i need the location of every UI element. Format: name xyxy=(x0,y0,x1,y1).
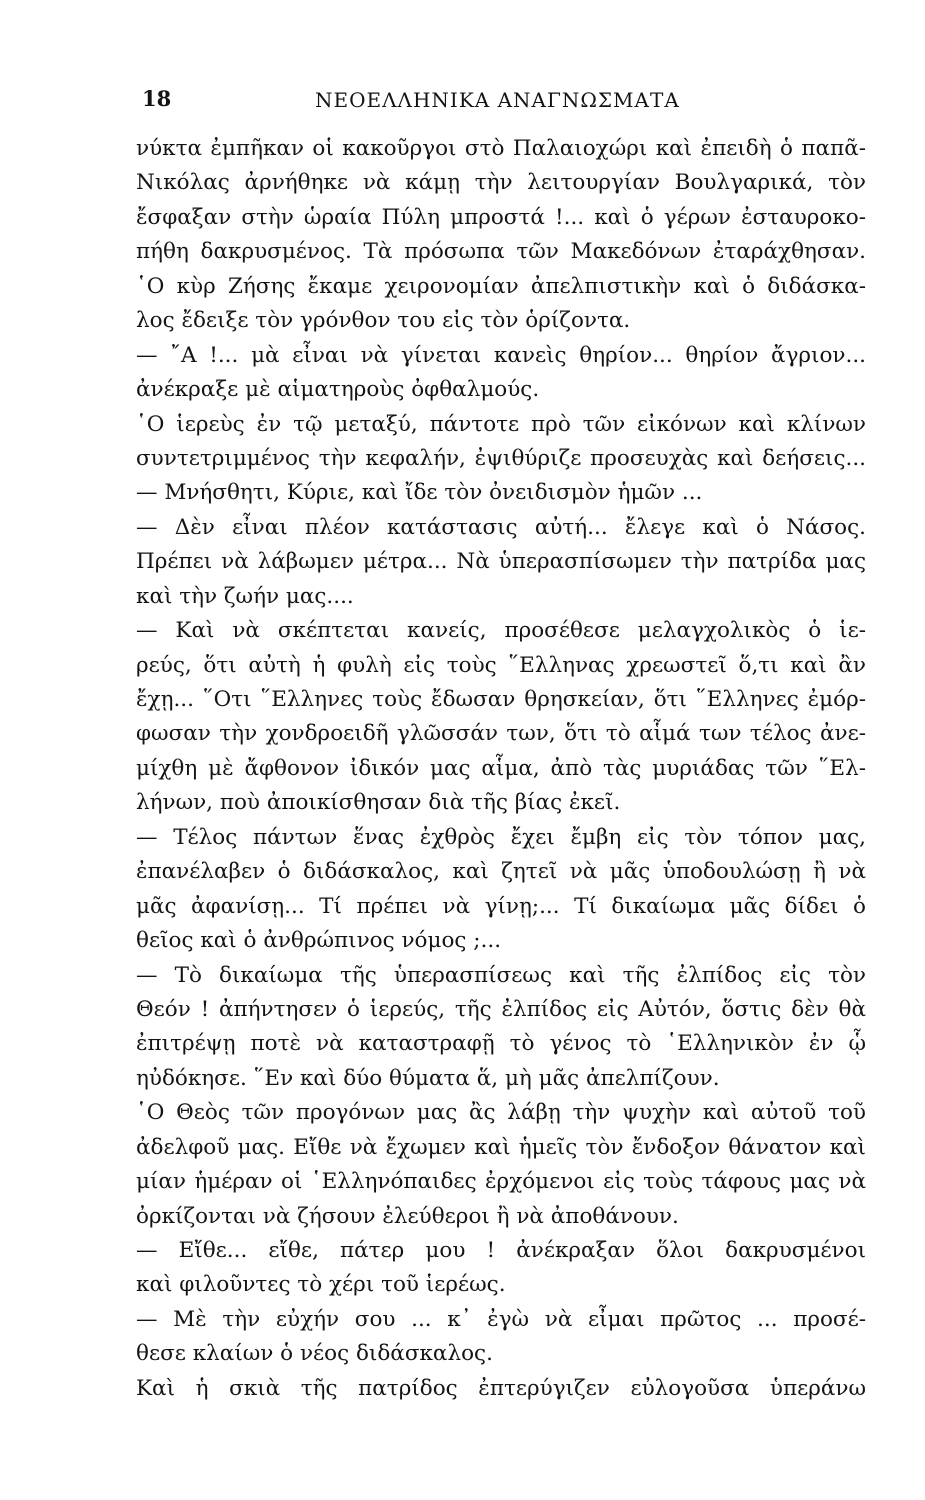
text-line: θεῖος καὶ ὁ ἀνθρώπινος νόμος ;... xyxy=(136,928,502,954)
text-line: Καὶ ἡ σκιὰ τῆς πατρίδος ἐπτερύγιζεν εὐλογοῦσα ὑπεράνω xyxy=(136,1375,866,1401)
page-header xyxy=(140,86,860,120)
text-line: λήνων, ποὺ ἀποικίσθησαν διὰ τῆς βίας ἐκεῖ. xyxy=(136,790,621,816)
text-line: καὶ φιλοῦντες τὸ χέρι τοῦ ἱερέως. xyxy=(136,1272,506,1298)
text-line: μίχθη μὲ ἄφθονον ἰδικόν μας αἷμα, ἀπὸ τὰς μυριάδας τῶν ῞Ελ- xyxy=(136,755,866,781)
text-line: ῾Ο Θεὸς τῶν προγόνων μας ἂς λάβῃ τὴν ψυχὴν καὶ αὐτοῦ τοῦ xyxy=(136,1100,866,1126)
text-line: λος ἔδειξε τὸν γρόνθον του εἰς τὸν ὁρίζοντα. xyxy=(136,308,631,334)
text-line: — ῎Α !... μὰ εἶναι νὰ γίνεται κανεὶς θηρίον... θηρίον ἄγριον... xyxy=(136,342,866,368)
text-line: ἀδελφοῦ μας. Εἴθε νὰ ἔχωμεν καὶ ἡμεῖς τὸν ἔνδοξον θάνατον καὶ xyxy=(136,1134,866,1160)
text-line: ἔχῃ... ῞Οτι ῞Ελληνες τοὺς ἔδωσαν θρησκείαν, ὅτι ῞Ελληνες ἐμόρ- xyxy=(136,687,866,712)
text-line: — Καὶ νὰ σκέπτεται κανείς, προσέθεσε μελαγχολικὸς ὁ ἱε- xyxy=(136,618,866,644)
text-line: Θεόν ! ἀπήντησεν ὁ ἱερεύς, τῆς ἐλπίδος εἰς Αὐτόν, ὅστις δὲν θὰ xyxy=(136,996,866,1022)
text-line: μίαν ἡμέραν οἱ ῾Ελληνόπαιδες ἐρχόμενοι εἰς τοὺς τάφους μας νὰ xyxy=(136,1169,866,1195)
text-line: — Μνήσθητι, Κύριε, καὶ ἴδε τὸν ὀνειδισμὸν ἡμῶν ... xyxy=(136,480,703,506)
text-line: — Τέλος πάντων ἕνας ἐχθρὸς ἔχει ἔμβη εἰς τὸν τόπον μας, xyxy=(136,824,866,850)
text-line: — Δὲν εἶναι πλέον κατάστασις αὐτή... ἔλεγε καὶ ὁ Νάσος. xyxy=(136,514,866,540)
text-line: ρεύς, ὅτι αὐτὴ ἡ φυλὴ εἰς τοὺς ῞Ελληνας χρεωστεῖ ὅ,τι καὶ ἂν xyxy=(136,652,866,678)
text-line: ὀρκίζονται νὰ ζήσουν ἐλεύθεροι ἢ νὰ ἀποθάνουν. xyxy=(136,1203,679,1229)
text-line: ῾Ο κὺρ Ζήσης ἔκαμε χειρονομίαν ἀπελπιστικὴν καὶ ὁ διδάσκα- xyxy=(136,273,866,299)
text-line: ῾Ο ἱερεὺς ἐν τῷ μεταξύ, πάντοτε πρὸ τῶν εἰκόνων καὶ κλίνων xyxy=(136,411,866,437)
page-number: 18 xyxy=(142,86,172,111)
body-text xyxy=(136,132,866,1406)
text-line: — Εἴθε... εἴθε, πάτερ μου ! ἀνέκραξαν ὅλοι δακρυσμένοι xyxy=(136,1238,866,1263)
text-line: — Τὸ δικαίωμα τῆς ὑπερασπίσεως καὶ τῆς ἐλπίδος εἰς τὸν xyxy=(136,962,866,988)
text-line: καὶ τὴν ζωήν μας.... xyxy=(136,583,354,609)
text-line: ἐπανέλαβεν ὁ διδάσκαλος, καὶ ζητεῖ νὰ μᾶς ὑποδουλώσῃ ἢ νὰ xyxy=(136,859,866,885)
text-line: Πρέπει νὰ λάβωμεν μέτρα... Νὰ ὑπερασπίσωμεν τὴν πατρίδα μας xyxy=(136,549,866,575)
text-line: πήθη δακρυσμένος. Τὰ πρόσωπα τῶν Μακεδόνων ἐταράχθησαν. xyxy=(136,239,866,265)
text-line: θεσε κλαίων ὁ νέος διδάσκαλος. xyxy=(136,1341,493,1367)
text-line: συντετριμμένος τὴν κεφαλήν, ἐψιθύριζε προσευχὰς καὶ δεήσεις... xyxy=(136,445,866,471)
text-line: — Μὲ τὴν εὐχήν σου ... κ᾽ ἐγὼ νὰ εἶμαι πρῶτος ... προσέ- xyxy=(136,1306,866,1332)
text-line: ηὐδόκησε. ῞Εν καὶ δύο θύματα ἅ, μὴ μᾶς ἀπελπίζουν. xyxy=(136,1065,720,1091)
text-line: Νικόλας ἀρνήθηκε νὰ κάμῃ τὴν λειτουργίαν Βουλγαρικά, τὸν xyxy=(136,170,866,196)
text-line: φωσαν τὴν χονδροειδῆ γλῶσσάν των, ὅτι τὸ αἷμά των τέλος ἀνε- xyxy=(136,721,866,747)
text-line: ἀνέκραξε μὲ αἱματηροὺς ὀφθαλμούς. xyxy=(136,377,540,403)
text-line: ἔσφαξαν στὴν ὡραία Πύλη μπροστά !... καὶ ὁ γέρων ἐσταυροκο- xyxy=(136,204,866,230)
running-title: ΝΕΟΕΛΛΗΝΙΚΑ ΑΝΑΓΝΩΣΜΑΤΑ xyxy=(315,88,680,112)
text-line: μᾶς ἀφανίσῃ... Τί πρέπει νὰ γίνῃ;... Τί δικαίωμα μᾶς δίδει ὁ xyxy=(136,893,866,919)
text-line: νύκτα ἐμπῆκαν οἱ κακοῦργοι στὸ Παλαιοχώρι καὶ ἐπειδὴ ὁ παπᾶ- xyxy=(136,136,866,161)
text-line: ἐπιτρέψῃ ποτὲ νὰ καταστραφῇ τὸ γένος τὸ ῾Ελληνικὸν ἐν ᾧ xyxy=(136,1031,866,1057)
